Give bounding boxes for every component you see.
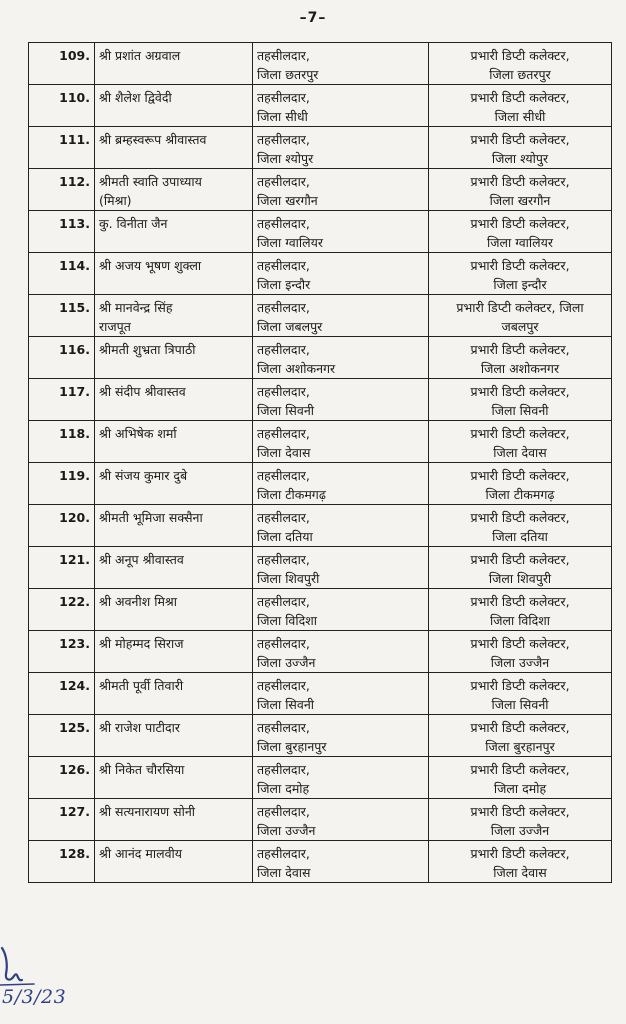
current-posting-line: तहसीलदार, bbox=[257, 384, 310, 399]
new-posting-line: जिला सिवनी bbox=[491, 403, 549, 418]
officer-name-cell bbox=[95, 841, 253, 883]
current-posting-line: तहसीलदार, bbox=[257, 48, 310, 63]
new-posting-line: प्रभारी डिप्टी कलेक्टर, bbox=[470, 846, 570, 861]
table-row bbox=[29, 295, 612, 337]
new-posting-line: प्रभारी डिप्टी कलेक्टर, bbox=[470, 384, 570, 399]
officer-name-cell bbox=[95, 211, 253, 253]
serial-number: 124. bbox=[29, 673, 95, 715]
officer-name-line: श्री मानवेन्द्र सिंह bbox=[99, 300, 173, 315]
new-posting-line: जिला बुरहानपुर bbox=[485, 739, 555, 754]
current-posting-cell bbox=[253, 547, 429, 589]
current-posting-line: जिला सीधी bbox=[257, 109, 308, 124]
current-posting-line: तहसीलदार, bbox=[257, 804, 310, 819]
current-posting-line: जिला ग्वालियर bbox=[257, 235, 323, 250]
officer-name-line: श्रीमती भूमिजा सक्सैना bbox=[99, 510, 203, 525]
serial-number: 120. bbox=[29, 505, 95, 547]
current-posting-line: जिला सिवनी bbox=[257, 697, 315, 712]
serial-number: 109. bbox=[29, 43, 95, 85]
transfer-table-body bbox=[29, 43, 612, 883]
new-posting-cell bbox=[429, 421, 612, 463]
officer-name-line: श्री ब्रम्हस्वरूप श्रीवास्तव bbox=[99, 132, 207, 147]
current-posting-cell bbox=[253, 757, 429, 799]
new-posting-line: जिला विदिशा bbox=[490, 613, 550, 628]
new-posting-cell bbox=[429, 169, 612, 211]
serial-number: 119. bbox=[29, 463, 95, 505]
new-posting-line: जिला सिवनी bbox=[491, 697, 549, 712]
serial-number: 121. bbox=[29, 547, 95, 589]
current-posting-line: जिला इन्दौर bbox=[257, 277, 311, 292]
transfer-table bbox=[28, 42, 612, 883]
new-posting-line: प्रभारी डिप्टी कलेक्टर, bbox=[470, 594, 570, 609]
officer-name-cell bbox=[95, 295, 253, 337]
new-posting-line: जबलपुर bbox=[501, 319, 539, 334]
table-row bbox=[29, 379, 612, 421]
new-posting-line: प्रभारी डिप्टी कलेक्टर, bbox=[470, 426, 570, 441]
officer-name-line: कु. विनीता जैन bbox=[99, 216, 168, 231]
serial-number: 125. bbox=[29, 715, 95, 757]
current-posting-cell bbox=[253, 253, 429, 295]
current-posting-line: जिला अशोकनगर bbox=[257, 361, 336, 376]
serial-number: 127. bbox=[29, 799, 95, 841]
current-posting-line: तहसीलदार, bbox=[257, 846, 310, 861]
current-posting-cell bbox=[253, 631, 429, 673]
new-posting-line: प्रभारी डिप्टी कलेक्टर, bbox=[470, 804, 570, 819]
table-row bbox=[29, 505, 612, 547]
table-row bbox=[29, 43, 612, 85]
serial-number: 118. bbox=[29, 421, 95, 463]
table-row bbox=[29, 589, 612, 631]
current-posting-cell bbox=[253, 673, 429, 715]
new-posting-cell bbox=[429, 463, 612, 505]
new-posting-cell bbox=[429, 757, 612, 799]
officer-name-cell bbox=[95, 715, 253, 757]
officer-name-cell bbox=[95, 337, 253, 379]
serial-number: 116. bbox=[29, 337, 95, 379]
current-posting-line: तहसीलदार, bbox=[257, 342, 310, 357]
serial-number: 126. bbox=[29, 757, 95, 799]
officer-name-line: श्री सत्यनारायण सोनी bbox=[99, 804, 196, 819]
table-row bbox=[29, 463, 612, 505]
new-posting-line: जिला उज्जैन bbox=[490, 823, 550, 838]
current-posting-line: तहसीलदार, bbox=[257, 720, 310, 735]
officer-name-cell bbox=[95, 463, 253, 505]
new-posting-cell bbox=[429, 379, 612, 421]
table-row bbox=[29, 757, 612, 799]
new-posting-line: प्रभारी डिप्टी कलेक्टर, bbox=[470, 258, 570, 273]
current-posting-cell bbox=[253, 421, 429, 463]
officer-name-line: श्री अनूप श्रीवास्तव bbox=[99, 552, 184, 567]
current-posting-cell bbox=[253, 715, 429, 757]
officer-name-line: श्री अभिषेक शर्मा bbox=[99, 426, 177, 441]
new-posting-line: जिला टीकमगढ़ bbox=[485, 487, 555, 502]
new-posting-cell bbox=[429, 295, 612, 337]
serial-number: 111. bbox=[29, 127, 95, 169]
current-posting-line: जिला खरगौन bbox=[257, 193, 318, 208]
new-posting-line: जिला सीधी bbox=[494, 109, 546, 124]
current-posting-cell bbox=[253, 127, 429, 169]
new-posting-cell bbox=[429, 631, 612, 673]
new-posting-cell bbox=[429, 505, 612, 547]
new-posting-line: प्रभारी डिप्टी कलेक्टर, bbox=[470, 636, 570, 651]
current-posting-line: जिला श्योपुर bbox=[257, 151, 314, 166]
table-row bbox=[29, 337, 612, 379]
new-posting-line: जिला श्योपुर bbox=[491, 151, 549, 166]
officer-name-cell bbox=[95, 85, 253, 127]
new-posting-line: प्रभारी डिप्टी कलेक्टर, bbox=[470, 552, 570, 567]
new-posting-cell bbox=[429, 253, 612, 295]
table-row bbox=[29, 127, 612, 169]
table-row bbox=[29, 631, 612, 673]
current-posting-line: जिला छतरपुर bbox=[257, 67, 319, 82]
current-posting-line: तहसीलदार, bbox=[257, 90, 310, 105]
new-posting-cell bbox=[429, 337, 612, 379]
officer-name-cell bbox=[95, 673, 253, 715]
table-row bbox=[29, 211, 612, 253]
new-posting-cell bbox=[429, 547, 612, 589]
officer-name-line: श्रीमती शुभ्रता त्रिपाठी bbox=[99, 342, 196, 357]
current-posting-line: तहसीलदार, bbox=[257, 594, 310, 609]
current-posting-line: जिला उज्जैन bbox=[257, 655, 316, 670]
officer-name-line: श्री निकेत चौरसिया bbox=[99, 762, 185, 777]
current-posting-line: तहसीलदार, bbox=[257, 174, 310, 189]
serial-number: 113. bbox=[29, 211, 95, 253]
current-posting-cell bbox=[253, 43, 429, 85]
current-posting-line: तहसीलदार, bbox=[257, 132, 310, 147]
signature-date: 5/3/23 bbox=[2, 986, 67, 1008]
new-posting-line: जिला उज्जैन bbox=[490, 655, 550, 670]
current-posting-line: जिला सिवनी bbox=[257, 403, 315, 418]
officer-name-cell bbox=[95, 43, 253, 85]
new-posting-line: प्रभारी डिप्टी कलेक्टर, bbox=[470, 174, 570, 189]
current-posting-line: जिला शिवपुरी bbox=[257, 571, 320, 586]
officer-name-line: श्री प्रशांत अग्रवाल bbox=[99, 48, 181, 63]
new-posting-cell bbox=[429, 85, 612, 127]
current-posting-cell bbox=[253, 463, 429, 505]
officer-name-cell bbox=[95, 505, 253, 547]
current-posting-line: तहसीलदार, bbox=[257, 510, 310, 525]
current-posting-cell bbox=[253, 799, 429, 841]
serial-number: 110. bbox=[29, 85, 95, 127]
current-posting-cell bbox=[253, 589, 429, 631]
officer-name-cell bbox=[95, 421, 253, 463]
officer-name-cell bbox=[95, 379, 253, 421]
new-posting-line: जिला इन्दौर bbox=[493, 277, 547, 292]
current-posting-cell bbox=[253, 841, 429, 883]
current-posting-line: जिला टीकमगढ़ bbox=[257, 487, 326, 502]
serial-number: 128. bbox=[29, 841, 95, 883]
officer-name-line: श्री राजेश पाटीदार bbox=[99, 720, 181, 735]
new-posting-line: जिला अशोकनगर bbox=[480, 361, 560, 376]
serial-number: 114. bbox=[29, 253, 95, 295]
new-posting-line: प्रभारी डिप्टी कलेक्टर, bbox=[470, 90, 570, 105]
table-row bbox=[29, 673, 612, 715]
current-posting-line: तहसीलदार, bbox=[257, 678, 310, 693]
new-posting-line: जिला दमोह bbox=[493, 781, 547, 796]
officer-name-cell bbox=[95, 799, 253, 841]
table-row bbox=[29, 169, 612, 211]
officer-name-line: श्रीमती पूर्वी तिवारी bbox=[99, 678, 184, 693]
new-posting-cell bbox=[429, 589, 612, 631]
officer-name-line: श्री मोहम्मद सिराज bbox=[99, 636, 184, 651]
table-row bbox=[29, 85, 612, 127]
current-posting-line: तहसीलदार, bbox=[257, 468, 310, 483]
new-posting-line: जिला दतिया bbox=[492, 529, 548, 544]
current-posting-line: जिला दमोह bbox=[257, 781, 310, 796]
current-posting-cell bbox=[253, 337, 429, 379]
current-posting-cell bbox=[253, 379, 429, 421]
serial-number: 117. bbox=[29, 379, 95, 421]
officer-name-line: श्री आनंद मालवीय bbox=[99, 846, 183, 861]
current-posting-cell bbox=[253, 211, 429, 253]
new-posting-line: प्रभारी डिप्टी कलेक्टर, bbox=[470, 678, 570, 693]
table-row bbox=[29, 253, 612, 295]
new-posting-line: प्रभारी डिप्टी कलेक्टर, bbox=[470, 720, 570, 735]
officer-name-cell bbox=[95, 127, 253, 169]
officer-name-line: श्री अजय भूषण शुक्ला bbox=[99, 258, 202, 273]
officer-name-line: श्री संदीप श्रीवास्तव bbox=[99, 384, 186, 399]
officer-name-cell bbox=[95, 547, 253, 589]
new-posting-cell bbox=[429, 211, 612, 253]
current-posting-cell bbox=[253, 169, 429, 211]
new-posting-line: जिला देवास bbox=[493, 865, 547, 880]
officer-name-line: (मिश्रा) bbox=[99, 193, 132, 208]
page-number: –7– bbox=[299, 10, 327, 26]
current-posting-line: जिला उज्जैन bbox=[257, 823, 316, 838]
new-posting-cell bbox=[429, 127, 612, 169]
current-posting-line: तहसीलदार, bbox=[257, 552, 310, 567]
new-posting-line: प्रभारी डिप्टी कलेक्टर, bbox=[470, 510, 570, 525]
current-posting-cell bbox=[253, 505, 429, 547]
new-posting-cell bbox=[429, 841, 612, 883]
current-posting-line: तहसीलदार, bbox=[257, 426, 310, 441]
officer-name-cell bbox=[95, 253, 253, 295]
current-posting-line: जिला दतिया bbox=[257, 529, 313, 544]
officer-name-line: श्री शैलेश द्विवेदी bbox=[99, 90, 172, 105]
current-posting-line: जिला देवास bbox=[257, 865, 311, 880]
current-posting-line: तहसीलदार, bbox=[257, 762, 310, 777]
officer-name-line: श्री संजय कुमार दुबे bbox=[99, 468, 188, 483]
current-posting-line: तहसीलदार, bbox=[257, 300, 310, 315]
table-row bbox=[29, 421, 612, 463]
new-posting-line: जिला देवास bbox=[493, 445, 547, 460]
officer-name-line: श्री अवनीश मिश्रा bbox=[99, 594, 178, 609]
officer-name-line: राजपूत bbox=[99, 319, 131, 334]
new-posting-line: जिला खरगौन bbox=[489, 193, 551, 208]
current-posting-line: जिला जबलपुर bbox=[257, 319, 323, 334]
new-posting-line: प्रभारी डिप्टी कलेक्टर, जिला bbox=[456, 300, 584, 315]
table-row bbox=[29, 841, 612, 883]
new-posting-cell bbox=[429, 673, 612, 715]
officer-name-cell bbox=[95, 631, 253, 673]
current-posting-line: जिला बुरहानपुर bbox=[257, 739, 327, 754]
new-posting-line: प्रभारी डिप्टी कलेक्टर, bbox=[470, 342, 570, 357]
officer-name-cell bbox=[95, 169, 253, 211]
new-posting-cell bbox=[429, 43, 612, 85]
officer-name-cell bbox=[95, 757, 253, 799]
new-posting-cell bbox=[429, 715, 612, 757]
serial-number: 122. bbox=[29, 589, 95, 631]
new-posting-cell bbox=[429, 799, 612, 841]
new-posting-line: प्रभारी डिप्टी कलेक्टर, bbox=[470, 762, 570, 777]
current-posting-cell bbox=[253, 85, 429, 127]
new-posting-line: प्रभारी डिप्टी कलेक्टर, bbox=[470, 468, 570, 483]
officer-name-cell bbox=[95, 589, 253, 631]
serial-number: 115. bbox=[29, 295, 95, 337]
new-posting-line: प्रभारी डिप्टी कलेक्टर, bbox=[470, 132, 570, 147]
new-posting-line: प्रभारी डिप्टी कलेक्टर, bbox=[470, 48, 570, 63]
serial-number: 123. bbox=[29, 631, 95, 673]
current-posting-line: तहसीलदार, bbox=[257, 636, 310, 651]
table-row bbox=[29, 547, 612, 589]
current-posting-line: तहसीलदार, bbox=[257, 258, 310, 273]
table-row bbox=[29, 715, 612, 757]
table-row bbox=[29, 799, 612, 841]
serial-number: 112. bbox=[29, 169, 95, 211]
current-posting-line: जिला देवास bbox=[257, 445, 311, 460]
new-posting-line: जिला ग्वालियर bbox=[487, 235, 553, 250]
current-posting-line: जिला विदिशा bbox=[257, 613, 317, 628]
new-posting-line: जिला छतरपुर bbox=[489, 67, 551, 82]
current-posting-cell bbox=[253, 295, 429, 337]
new-posting-line: जिला शिवपुरी bbox=[488, 571, 552, 586]
current-posting-line: तहसीलदार, bbox=[257, 216, 310, 231]
new-posting-line: प्रभारी डिप्टी कलेक्टर, bbox=[470, 216, 570, 231]
officer-name-line: श्रीमती स्वाति उपाध्याय bbox=[99, 174, 202, 189]
